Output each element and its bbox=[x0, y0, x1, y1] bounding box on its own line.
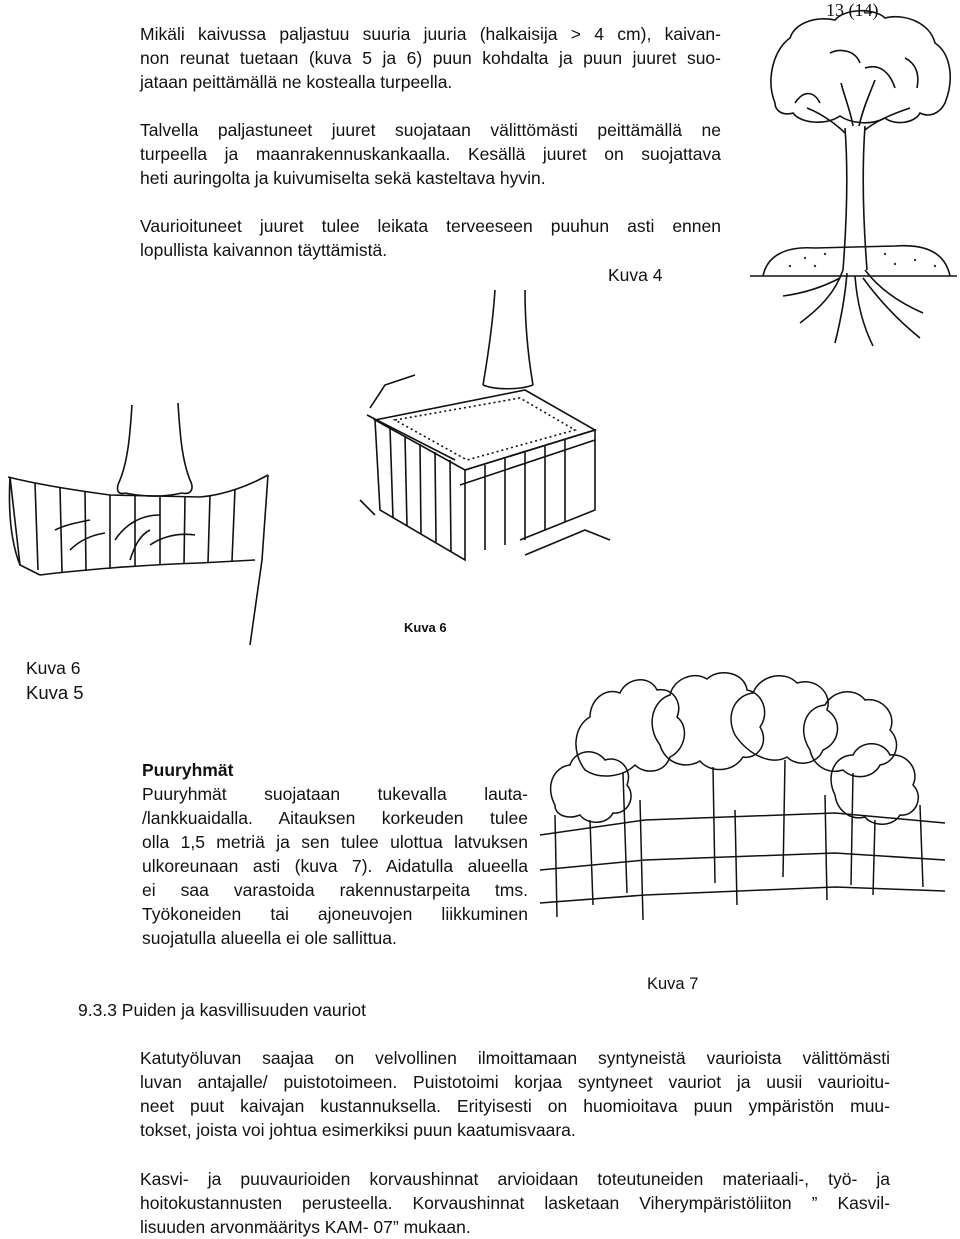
text-line: tokset, joista voi johtua esimerkiksi puun kaatumisvaara. bbox=[140, 1120, 576, 1140]
text-line: Kasvi- ja puuvaurioiden korvaushinnat arvioidaan toteutuneiden materiaali-, työ- ja bbox=[140, 1169, 890, 1189]
text-line: neet puut kaivajan kustannuksella. Erityisesti on huomioitava puun ympäristön muu- bbox=[140, 1096, 890, 1116]
text-line: hoitokustannusten perusteella. Korvaushinnat lasketaan Viherympäristöliiton ” Kasvil- bbox=[140, 1193, 890, 1213]
figure-kuva-7-tree-group-fence bbox=[535, 655, 960, 930]
figure-kuva-5-trench-roots bbox=[0, 365, 275, 655]
text-line: olla 1,5 metriä ja sen tulee ulottua latvuksen bbox=[142, 832, 528, 852]
figure-kuva-4-tree-illustration bbox=[745, 8, 960, 353]
text-line: Puuryhmät suojataan tukevalla lauta- bbox=[142, 784, 528, 804]
text-line: Talvella paljastuneet juuret suojataan välittömästi peittämällä ne bbox=[140, 120, 721, 140]
text-line: ei saa varastoida rakennustarpeita tms. bbox=[142, 880, 528, 900]
paragraph-notification bbox=[140, 1046, 890, 1142]
text-line: /lankkuaidalla. Aitauksen korkeuden tulee bbox=[142, 808, 528, 828]
text-line: Vaurioituneet juuret tulee leikata terveeseen puuhun asti ennen bbox=[140, 216, 721, 236]
caption-kuva-5: Kuva 5 bbox=[26, 682, 84, 703]
heading-puuryhmat: Puuryhmät bbox=[142, 760, 234, 780]
caption-kuva-6-small: Kuva 6 bbox=[404, 620, 447, 635]
text-line: Katutyöluvan saajaa on velvollinen ilmoittamaan syntyneistä vaurioista välittömästi bbox=[140, 1048, 890, 1068]
text-line: suojatulla alueella ei ole sallittua. bbox=[142, 928, 397, 948]
page-number: 13 (14) bbox=[826, 0, 879, 20]
caption-kuva-4: Kuva 4 bbox=[608, 265, 663, 285]
text-line: Työkoneiden tai ajoneuvojen liikkuminen bbox=[142, 904, 528, 924]
paragraph-puuryhmat bbox=[142, 782, 528, 950]
text-line: jataan peittämällä ne kostealla turpeella. bbox=[140, 72, 453, 92]
text-line: Mikäli kaivussa paljastuu suuria juuria (halkaisija > 4 cm), kaivan- bbox=[140, 24, 721, 44]
paragraph-winter-summer bbox=[140, 118, 721, 190]
paragraph-compensation bbox=[140, 1167, 890, 1239]
text-line: luvan antajalle/ puistotoimeen. Puistotoimi korjaa syntyneet vauriot ja uusii vaurioitu- bbox=[140, 1072, 890, 1092]
text-line: ulkoreunaan asti (kuva 7). Aidatulla alueella bbox=[142, 856, 528, 876]
figure-kuva-6-trench-supports bbox=[355, 290, 615, 620]
paragraph-root-protection bbox=[140, 22, 721, 94]
paragraph-damaged-roots bbox=[140, 214, 721, 262]
text-line: heti auringolta ja kuivumiselta sekä kasteltava hyvin. bbox=[140, 168, 546, 188]
caption-kuva-6: Kuva 6 bbox=[26, 658, 81, 678]
text-line: turpeella ja maanrakennuskankaalla. Kesällä juuret on suojattava bbox=[140, 144, 721, 164]
text-line: lisuuden arvonmääritys KAM- 07” mukaan. bbox=[140, 1217, 471, 1237]
caption-kuva-7: Kuva 7 bbox=[647, 975, 699, 993]
section-heading: 9.3.3 Puiden ja kasvillisuuden vauriot bbox=[78, 1000, 366, 1020]
text-line: lopullista kaivannon täyttämistä. bbox=[140, 240, 388, 260]
text-line: non reunat tuetaan (kuva 5 ja 6) puun kohdalta ja puun juuret suo- bbox=[140, 48, 721, 68]
